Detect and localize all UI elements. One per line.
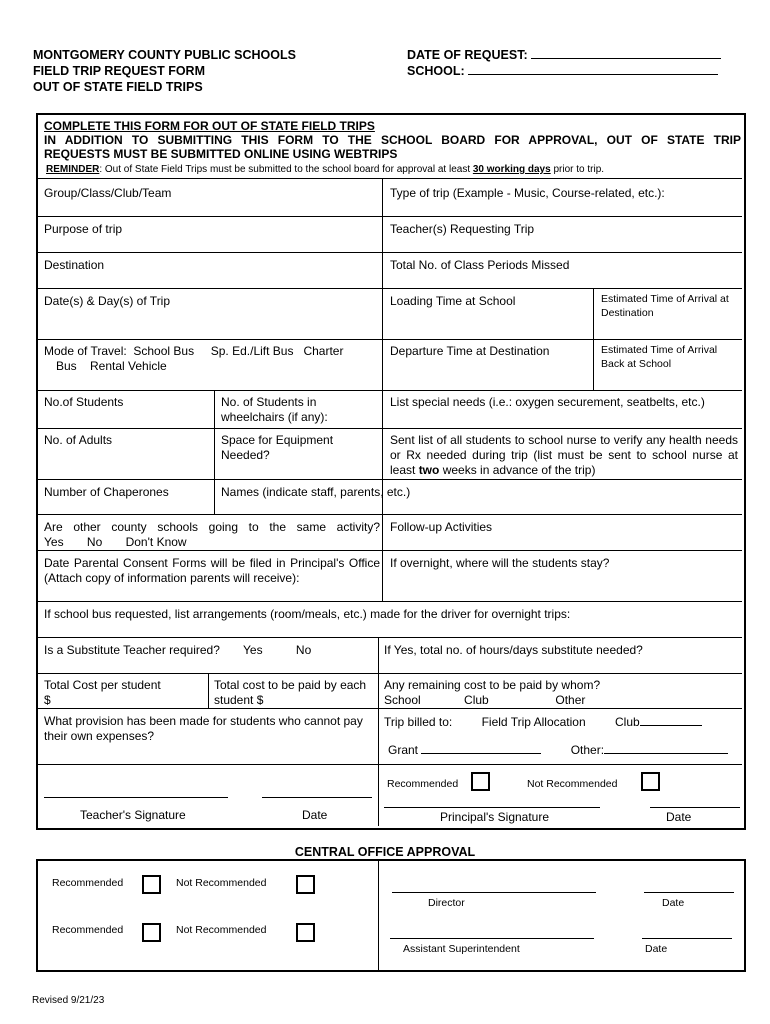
not-recommended-checkbox[interactable]: [641, 772, 660, 791]
num-students-label: No.of Students: [44, 395, 124, 409]
trip-billed-row: [384, 714, 702, 730]
divider: [38, 178, 742, 179]
destination-label: Destination: [44, 258, 105, 272]
central-recommended-1-label: Recommended: [52, 877, 124, 889]
director-date-label: Date: [662, 897, 685, 909]
field-trip-allocation-option[interactable]: Field Trip Allocation: [481, 715, 586, 729]
principal-date-label: Date: [666, 810, 692, 824]
periods-missed-label: Total No. of Class Periods Missed: [390, 258, 570, 272]
eta-destination-label: Estimated Time of Arrival at Destination: [601, 293, 729, 319]
mode-travel: [44, 344, 379, 374]
column-divider: [382, 514, 383, 601]
header-right: [407, 47, 721, 79]
column-divider: [382, 178, 383, 517]
recommended-checkbox[interactable]: [471, 772, 490, 791]
other-schools-options[interactable]: Yes No Don't Know: [44, 535, 187, 549]
date-of-request-label: DATE OF REQUEST:: [407, 48, 528, 62]
director-date-line[interactable]: [644, 892, 734, 893]
central-recommended-2-checkbox[interactable]: [142, 923, 161, 942]
other-label: Other:: [570, 743, 605, 757]
notice: [44, 119, 744, 161]
cost-each-label: Total cost to be paid by each student $: [214, 678, 367, 707]
divider: [38, 216, 742, 217]
purpose-label: Purpose of trip: [44, 222, 123, 236]
central-recommended-1-checkbox[interactable]: [142, 875, 161, 894]
not-recommended-label: Not Recommended: [527, 778, 618, 790]
grant-label: Grant: [388, 743, 419, 757]
school-label: SCHOOL:: [407, 64, 465, 78]
divider: [38, 708, 742, 709]
reminder-end: prior to trip.: [550, 164, 605, 175]
reminder-days: 30 working days: [472, 164, 551, 175]
column-divider: [593, 288, 594, 390]
teacher-date-label: Date: [302, 808, 328, 822]
divider: [38, 428, 742, 429]
column-divider: [378, 861, 379, 970]
divider: [38, 637, 742, 638]
divider: [38, 288, 742, 289]
teacher-signature-label: Teacher's Signature: [80, 808, 186, 822]
dates-label: Date(s) & Day(s) of Trip: [44, 294, 171, 308]
principal-signature-label: Principal's Signature: [440, 810, 550, 824]
notice-line3: REQUESTS MUST BE SUBMITTED ONLINE USING WEBTRIPS: [44, 147, 398, 161]
divider: [38, 479, 742, 480]
date-of-request-field[interactable]: [531, 47, 721, 59]
asst-super-date-label: Date: [645, 943, 668, 955]
teacher-date-line[interactable]: [262, 797, 372, 798]
nurse-note-text: Sent list of all students to school nurse to verify any health needs or Rx needed during trip (list must be sent to school nurse at least: [390, 433, 738, 477]
mode-travel-label: Mode of Travel: School Bus Sp. Ed./Lift Bus Charter: [44, 344, 344, 358]
remaining-cost-label: Any remaining cost to be paid by whom?: [384, 678, 601, 692]
equipment-label: Space for Equipment Needed?: [221, 433, 334, 462]
follow-up-label: Follow-up Activities: [390, 520, 493, 534]
eta-school-label: Estimated Time of Arrival Back at School: [601, 344, 718, 370]
asst-super-label: Assistant Superintendent: [403, 943, 520, 955]
overnight-label: If overnight, where will the students stay?: [390, 556, 610, 570]
nurse-note-bold: two: [418, 463, 440, 477]
school-field[interactable]: [468, 63, 718, 75]
provision-label: What provision has been made for students who cannot pay their own expenses?: [44, 714, 363, 743]
group-label: Group/Class/Club/Team: [44, 186, 172, 200]
names-label: Names (indicate staff, parents, etc.): [221, 485, 411, 499]
director-signature-line[interactable]: [392, 892, 596, 893]
director-label: Director: [428, 897, 465, 909]
central-recommended-2-label: Recommended: [52, 924, 124, 936]
notice-line2: IN ADDITION TO SUBMITTING THIS FORM TO THE SCHOOL BOARD FOR APPROVAL, OUT OF STATE TRIP: [44, 133, 741, 147]
form-title: FIELD TRIP REQUEST FORM: [33, 64, 205, 78]
other-field[interactable]: [604, 742, 728, 754]
bus-arrangements-label: If school bus requested, list arrangements (room/meals, etc.) made for the driver for overnight trips:: [44, 607, 571, 621]
principal-date-line[interactable]: [650, 807, 740, 808]
wheelchairs-label: No. of Students in wheelchairs (if any):: [221, 395, 328, 424]
central-not-recommended-1-label: Not Recommended: [176, 877, 267, 889]
trip-type-label: Type of trip (Example - Music, Course-related, etc.):: [390, 186, 665, 200]
divider: [38, 601, 742, 602]
form-subtitle: OUT OF STATE FIELD TRIPS: [33, 80, 203, 94]
departure-time-label: Departure Time at Destination: [390, 344, 550, 358]
reminder-text: : Out of State Field Trips must be submitted to the school board for approval at least: [99, 164, 473, 175]
column-divider: [378, 637, 379, 826]
header-left: [33, 47, 296, 95]
revised-date: Revised 9/21/23: [32, 995, 105, 1006]
num-adults-label: No. of Adults: [44, 433, 113, 447]
divider: [38, 514, 742, 515]
nurse-note: [390, 433, 738, 478]
central-office-title: CENTRAL OFFICE APPROVAL: [294, 845, 476, 859]
other-schools-label: Are other county schools going to the same activity?: [44, 520, 380, 534]
chaperones-label: Number of Chaperones: [44, 485, 169, 499]
asst-super-signature-line[interactable]: [390, 938, 594, 939]
column-divider: [214, 390, 215, 514]
cost-student-unit: $: [44, 693, 51, 707]
club-field[interactable]: [640, 714, 702, 726]
org-name: MONTGOMERY COUNTY PUBLIC SCHOOLS: [33, 48, 296, 62]
other-schools: [44, 520, 380, 550]
substitute-label: Is a Substitute Teacher required? Yes No: [44, 643, 312, 657]
column-divider: [208, 673, 209, 708]
consent-label: Date Parental Consent Forms will be filed in Principal's Office (Attach copy of information parents will receive):: [44, 556, 380, 585]
asst-super-date-line[interactable]: [642, 938, 732, 939]
divider: [38, 673, 742, 674]
club-option[interactable]: Club: [615, 715, 640, 729]
divider: [38, 764, 742, 765]
reminder: [46, 163, 604, 176]
teacher-signature-line[interactable]: [44, 797, 228, 798]
divider: [38, 390, 742, 391]
loading-time-label: Loading Time at School: [390, 294, 516, 308]
remaining-cost-options[interactable]: School Club Other: [384, 693, 586, 707]
mode-travel-options: Bus Rental Vehicle: [56, 359, 167, 373]
principal-signature-line[interactable]: [384, 807, 600, 808]
grant-row: [388, 742, 728, 758]
divider: [38, 252, 742, 253]
teachers-label: Teacher(s) Requesting Trip: [390, 222, 535, 236]
reminder-label: REMINDER: [46, 164, 100, 175]
notice-line1: COMPLETE THIS FORM FOR OUT OF STATE FIELD TRIPS: [44, 119, 375, 133]
central-not-recommended-1-checkbox[interactable]: [296, 875, 315, 894]
central-not-recommended-2-checkbox[interactable]: [296, 923, 315, 942]
cost-student: [44, 678, 161, 708]
cost-student-label: Total Cost per student: [44, 678, 161, 692]
nurse-note-end: weeks in advance of the trip): [439, 463, 596, 477]
divider: [38, 550, 742, 551]
recommended-label: Recommended: [387, 778, 459, 790]
trip-billed-label: Trip billed to:: [384, 715, 453, 729]
divider: [38, 339, 742, 340]
grant-field[interactable]: [421, 742, 541, 754]
central-not-recommended-2-label: Not Recommended: [176, 924, 267, 936]
substitute-hours-label: If Yes, total no. of hours/days substitute needed?: [384, 643, 643, 657]
special-needs-label: List special needs (i.e.: oxygen securement, seatbelts, etc.): [390, 395, 705, 409]
remaining-cost: [384, 678, 739, 708]
